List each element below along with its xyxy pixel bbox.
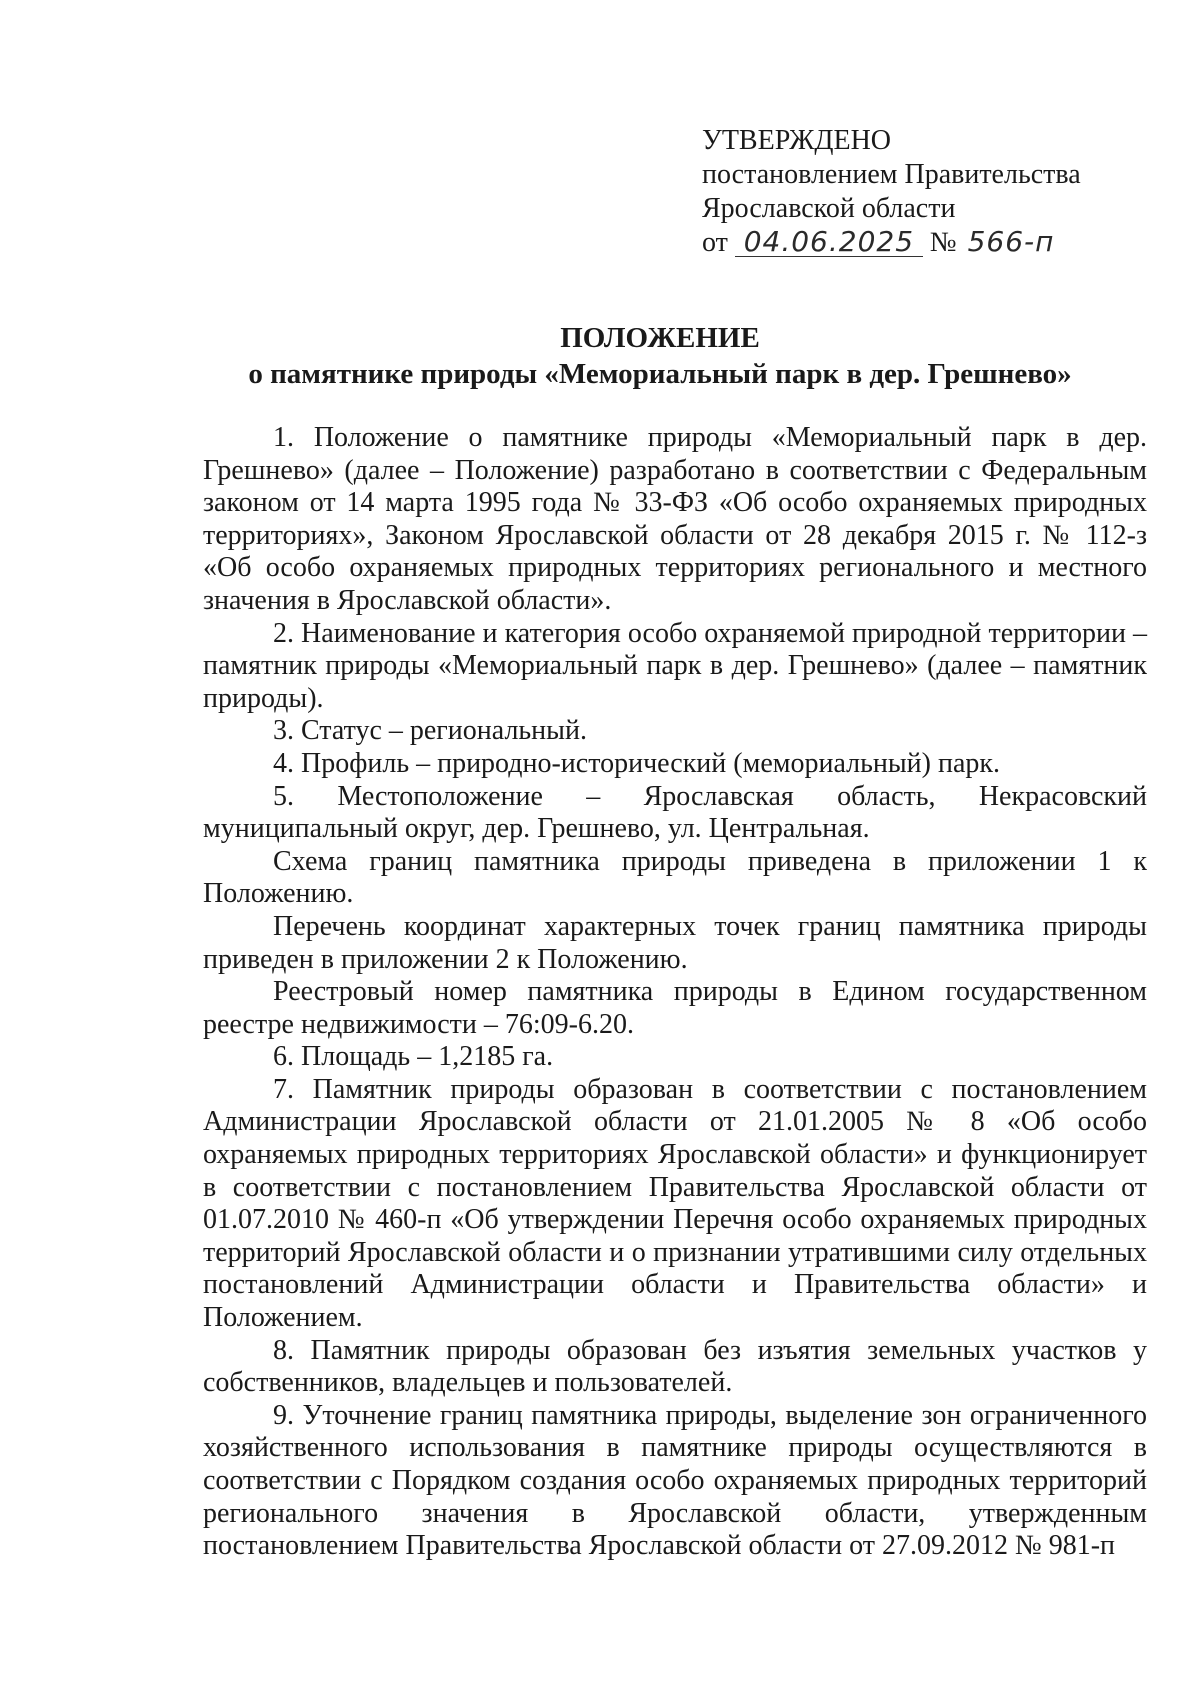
document-heading	[200, 320, 1120, 392]
paragraph-6: 6. Площадь – 1,2185 га.	[273, 1041, 554, 1073]
document-subtitle: о памятнике природы «Мемориальный парк в дер. Грешнево»	[248, 358, 1072, 390]
handwritten-number: 566-п	[967, 225, 1055, 258]
paragraph-7: 7. Памятник природы образован в соответствии с постановлением Администрации Ярославской области от 21.01.2005 № 8 «Об особо охраняемых природных территориях Ярославской области» и функционирует в соответствии с постановлением Правительства Ярославской области от 01.07.2010 № 460-п «Об утверждении Перечня особо охраняемых природных территорий Ярославской области и о признании утратившими силу отдельных постановлений Администрации области и Правительства области» и Положением.	[203, 1073, 1147, 1334]
document-title: ПОЛОЖЕНИЕ	[560, 322, 760, 354]
paragraph-coordinates: Перечень координат характерных точек границ памятника природы приведен в приложении 2 к Положению.	[203, 910, 1147, 975]
paragraph-9: 9. Уточнение границ памятника природы, выделение зон ограниченного хозяйственного использования в памятнике природы осуществляются в соответствии с Порядком создания особо охраняемых природных территорий регионального значения в Ярославской области, утвержденным постановлением Правительства Ярославской области от 27.09.2012 № 981-п	[203, 1399, 1147, 1562]
paragraph-2: 2. Наименование и категория особо охраняемой природной территории – памятник природы «Мемориальный парк в дер. Грешнево» (далее – памятник природы).	[203, 617, 1147, 714]
paragraph-5: 5. Местоположение – Ярославская область, Некрасовский муниципальный округ, дер. Грешнево, ул. Центральная.	[203, 780, 1147, 845]
approval-date-line	[702, 226, 1142, 260]
paragraph-1: 1. Положение о памятнике природы «Мемориальный парк в дер. Грешнево» (далее – Положение) разработано в соответствии с Федеральным законом от 14 марта 1995 года № 33-ФЗ «Об особо охраняемых природных территориях», Законом Ярославской области от 28 декабря 2015 г. № 112-з «Об особо охраняемых природных территориях регионального и местного значения в Ярославской области».	[203, 422, 1147, 616]
approval-title: УТВЕРЖДЕНО	[702, 125, 892, 156]
approval-from-prefix: от	[702, 227, 728, 258]
document-body	[203, 422, 1147, 1563]
handwritten-date: 04.06.2025	[735, 228, 923, 257]
paragraph-8: 8. Памятник природы образован без изъятия земельных участков у собственников, владельцев и пользователей.	[203, 1334, 1147, 1399]
approval-line-2: Ярославской области	[702, 193, 956, 224]
paragraph-scheme: Схема границ памятника природы приведена в приложении 1 к Положению.	[203, 845, 1147, 910]
paragraph-4: 4. Профиль – природно-исторический (мемориальный) парк.	[273, 747, 1000, 779]
approval-line-1: постановлением Правительства	[702, 159, 1081, 190]
approval-block	[702, 124, 1142, 260]
number-sign: №	[929, 227, 957, 258]
paragraph-3: 3. Статус – региональный.	[273, 715, 587, 747]
paragraph-registry: Реестровый номер памятника природы в Едином государственном реестре недвижимости – 76:09-6.20.	[203, 976, 1147, 1040]
